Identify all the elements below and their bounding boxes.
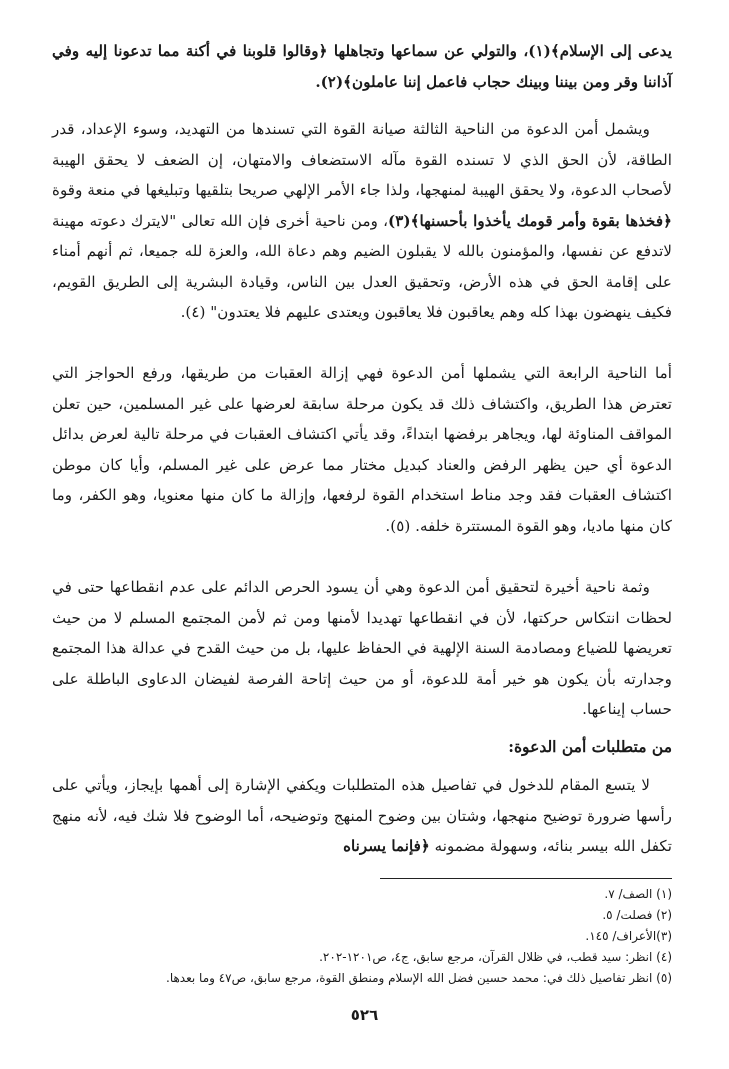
paragraph-final-aspect [52, 572, 672, 725]
paragraph-fourth-aspect [52, 358, 672, 541]
page-number: ٥٢٦ [350, 1006, 379, 1024]
paragraph-text: أما الناحية الرابعة التي يشملها أمن الدعوة فهي إزالة العقبات من طريقها، ورفع الحواجز التي تعترض هذا الطريق، واكتشاف ذلك قد يكون مرحلة سابقة لعرضها على غير المسلمين، حين تعلن المواقف المناوئة لها، ويجاهر برفضها ابتداءً، وقد يأتي اكتشاف العقبات في مرحلة تالية لعرض بدائل الدعوة أي حين يظهر الرفض والعناد كبديل مختار مما عرض على غير المسلم، وأيا كان موطن اكتشاف العقبات فقد وجد مناط استخدام القوة لرفعها، وإزالة ما كان منها معنويا، وهو الكفر، وما كان منها ماديا، وهو القوة المستترة خلفه. (٥). [52, 364, 672, 535]
paragraph-opening [52, 36, 672, 97]
verse-reference-1: يدعى إلى الإسلام﴾(١)، والتولي عن سماعها وتجاهلها [327, 42, 672, 60]
paragraph-text: ويشمل أمن الدعوة من الناحية الثالثة صيانة القوة التي تسندها من التهديد، وسوء الإعداد، قدر الطاقة، لأن الحق الذي لا تسنده القوة مآله الاستضعاف والامتهان، إن الضعف لا يحقق الهيبة لأصحاب الدعوة، ولا يحقق الهيبة لمنهجها، ولذا جاء الأمر الإلهي صريحا بتلقيها وتبليغها في منعة وقوة [52, 120, 672, 199]
footnote-divider [380, 878, 672, 879]
quran-quote-2: ﴿فخذها بقوة وأمر قومك يأخذوا بأحسنها﴾(٣) [388, 211, 673, 230]
paragraph-requirements [52, 770, 672, 862]
footnote-5: (٥) انظر تفاصيل ذلك في: محمد حسين فضل الله الإسلام ومنطق القوة، مرجع سابق، ص٤٧ وما بعدها. [166, 971, 672, 985]
paragraph-text: وثمة ناحية أخيرة لتحقيق أمن الدعوة وهي أن يسود الحرص الدائم على عدم انقطاعها حتى في لحظات انتكاس حركتها، لأن في انقطاعها تهديدا لأمنها ومن ثم لأمن المجتمع المسلم لا من حيث تعريضها للضياع ومصادمة السنة الإلهية في الحفاظ عليها، بل من حيث القدح في عدالة هذا المجتمع وجدارته بأن يكون هو خير أمة للدعوة، أو من حيث إتاحة الفرصة لفيضان الدعاوى الباطلة على حساب إيناعها. [52, 578, 672, 718]
section-heading: من متطلبات أمن الدعوة: [508, 737, 672, 756]
footnote-4: (٤) انظر: سيد قطب، في ظلال القرآن، مرجع سابق، ج٤، ص١٢٠١-٢٠٢. [319, 950, 672, 964]
paragraph-third-aspect [52, 114, 672, 328]
footnote-3: (٣)الأعراف/ ١٤٥. [585, 929, 672, 943]
footnote-1: (١) الصف/ ٧. [604, 887, 672, 901]
quran-quote-3: ﴿فإنما يسرناه [343, 837, 430, 855]
quran-quote-1: ﴿وقالوا قلوبنا في أكنة مما تدعونا إليه وفي آذاننا وقر ومن بيننا وبينك حجاب فاعمل إننا عاملون﴾(٢). [52, 42, 672, 91]
paragraph-text: لا يتسع المقام للدخول في تفاصيل هذه المتطلبات ويكفي الإشارة إلى أهمها بإيجاز، ويأتي على رأسها ضرورة توضيح منهجها، وشتان بين وضوح المنهج وتوضيحه، أما الوضوح فلا شك فيه، لأنه منهج تكفل الله بيسر بنائه، وسهولة مضمونه [52, 776, 672, 855]
paragraph-text: ، ومن ناحية أخرى فإن الله تعالى "لايترك دعوته مهينة لاتدفع عن نفسها، والمؤمنون بالله لا يقبلون الضيم وهم دعاة الله، والعزة لله جميعا، ثم أنهم أمناء على إقامة الحق في هذه الأرض، وتحقيق العدل بين الناس، وقيادة البشرية إلى الطريق القويم، فكيف ينهضون بهذا كله وهم يعاقبون فلا يعاقبون ويعتدى عليهم فلا يعتدون" (٤). [52, 211, 672, 321]
footnote-2: (٢) فصلت/ ٥. [602, 908, 672, 922]
footnotes [52, 884, 672, 989]
